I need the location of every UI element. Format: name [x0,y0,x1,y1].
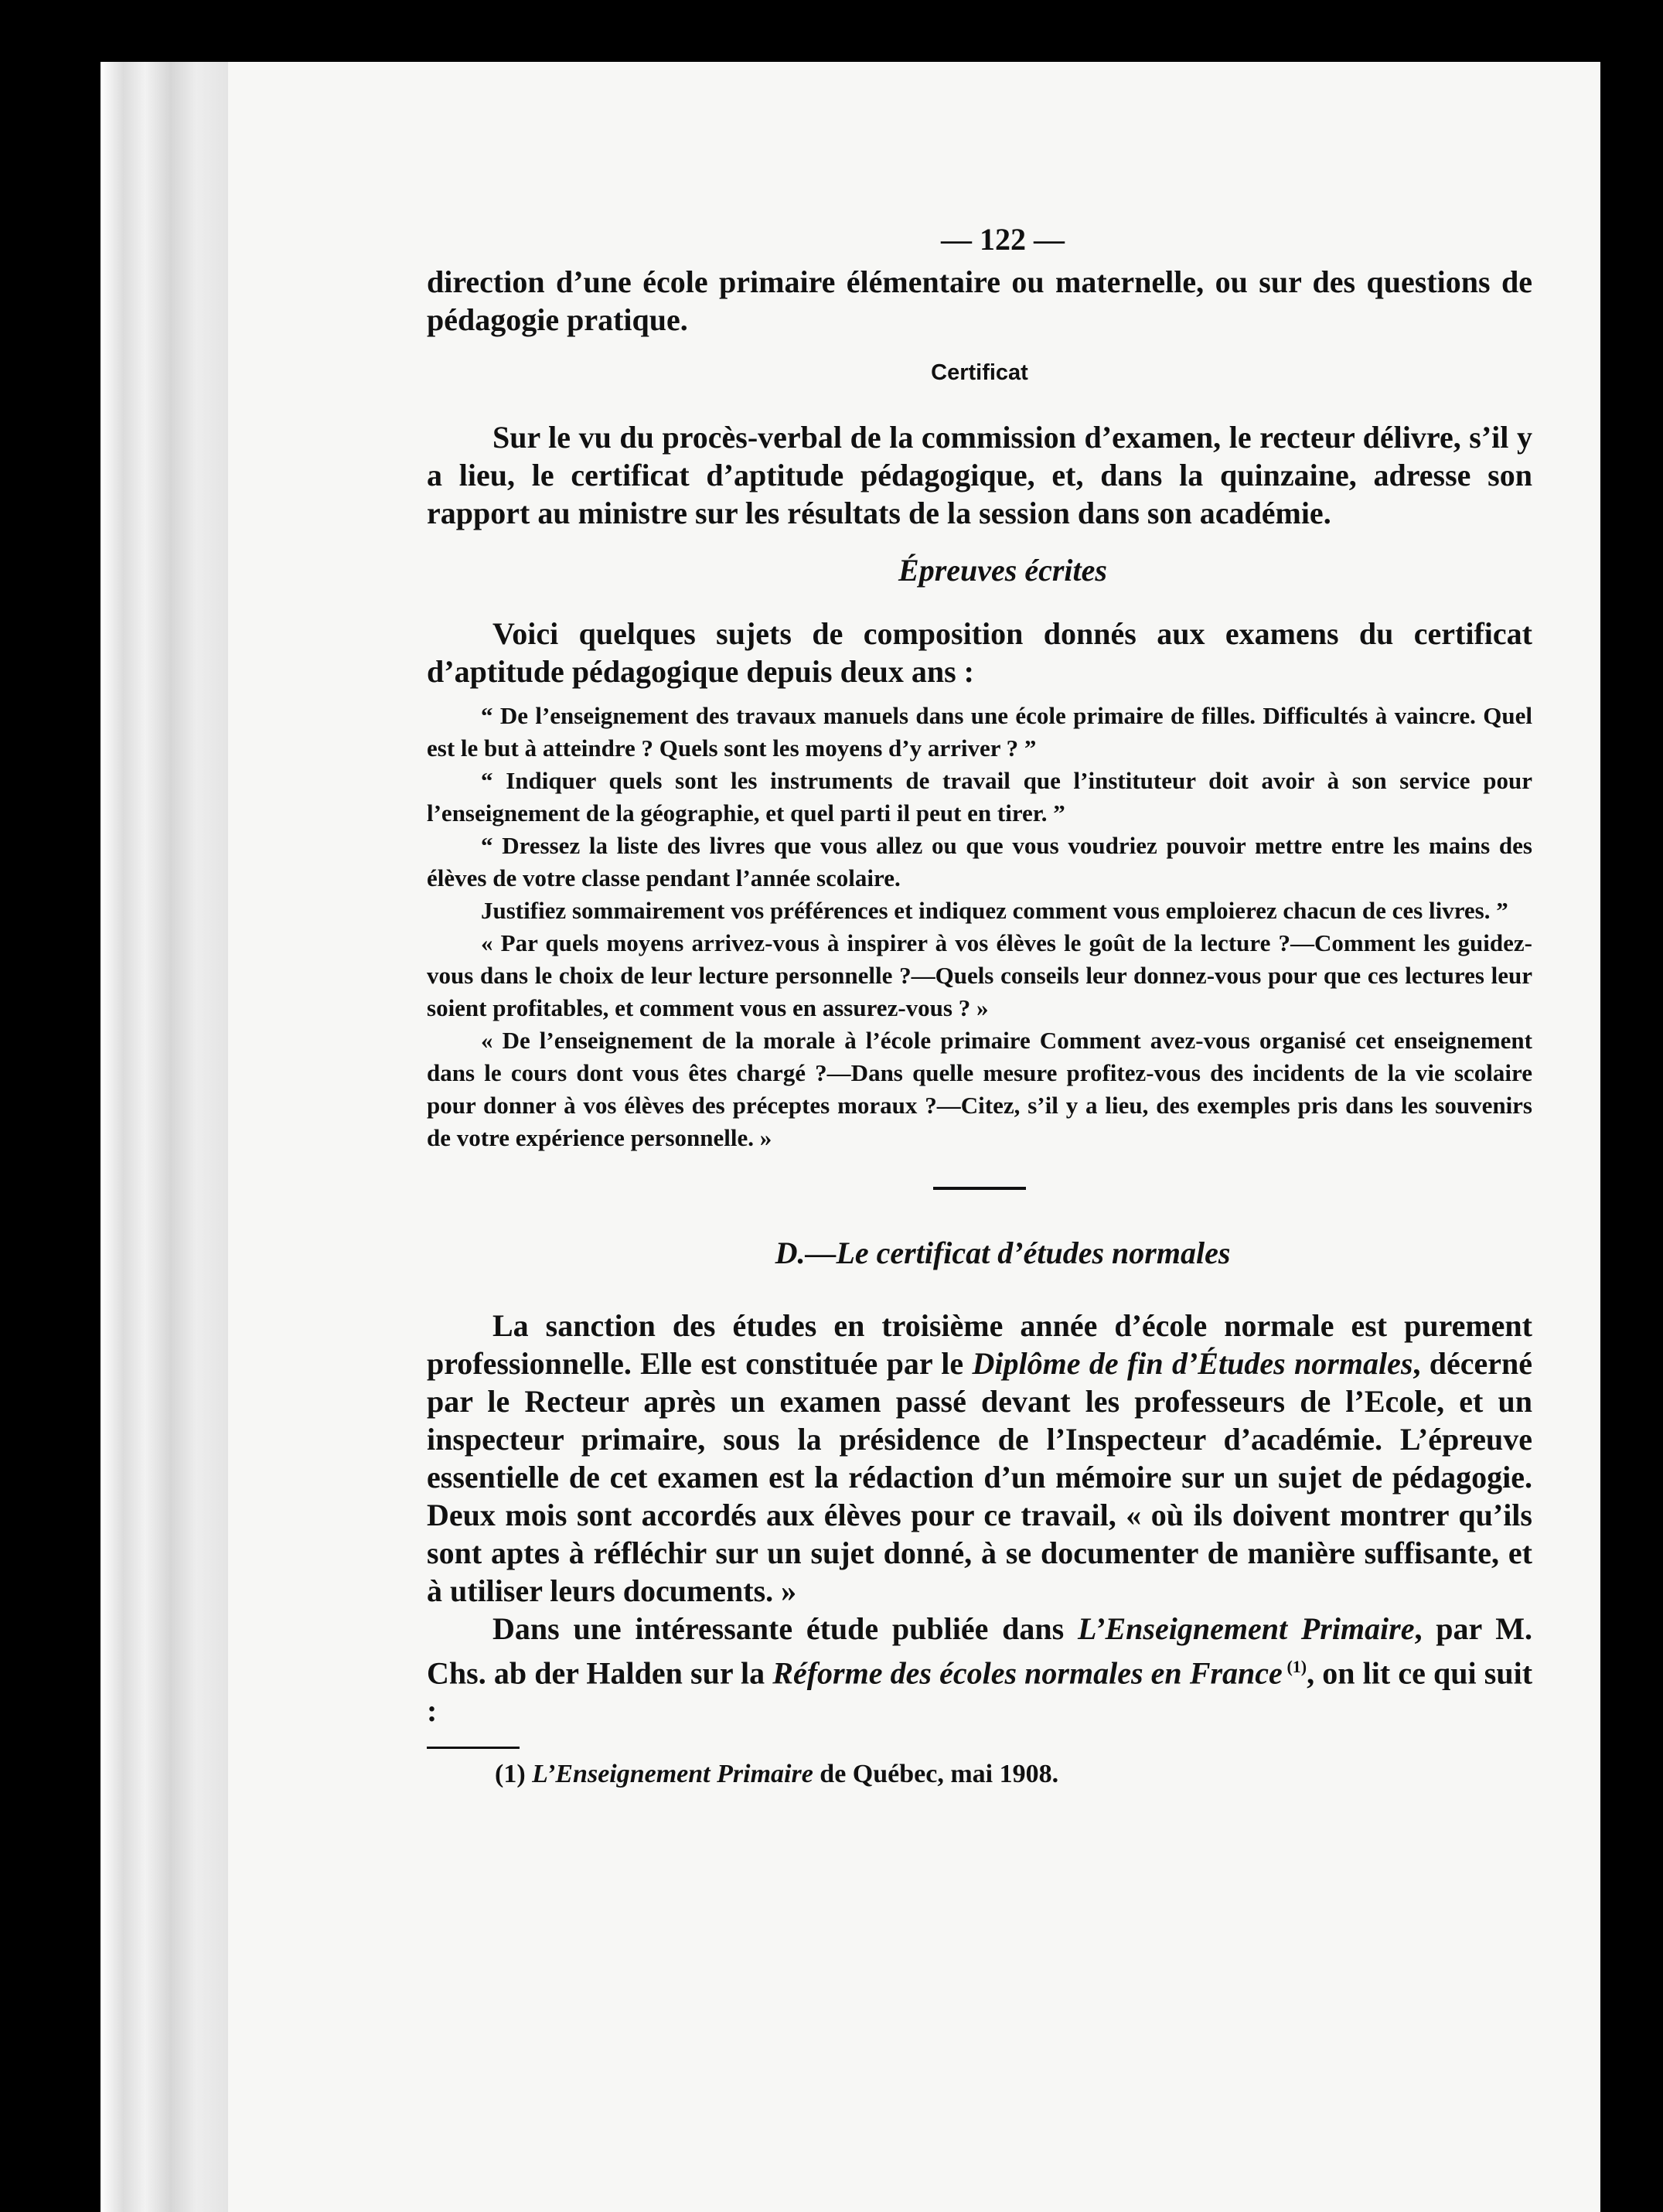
sujet-item: « De l’enseignement de la morale à l’école primaire Comment avez-vous organisé cet enseignement dans le cours dont vous êtes chargé ?—Dans quelle mesure profitez-vous des incidents de la vie scolaire pour donner à vos élèves des préceptes moraux ?—Citez, s’il y a lieu, des exemples pris dans les souvenirs de votre expérience personnelle. » [427,1027,1532,1151]
sujet-item: « Par quels moyens arrivez-vous à inspirer à vos élèves le goût de la lecture ?—Comment les guidez-vous dans le choix de leur lecture personnelle ?—Quels conseils leur donnez-vous pour que ces lectures leur soient profitables, et comment vous en assurez-vous ? » [427,929,1532,1021]
paragraph-certificat: Sur le vu du procès-verbal de la commission d’examen, le recteur délivre, s’il y a lieu, le certificat d’aptitude pédagogique, et, dans la quinzaine, adresse son rapport au ministre sur les résultats de la session dans son académie. [427,420,1532,530]
page-number: — 122 — [941,222,1065,257]
footnote-rule [427,1747,520,1749]
heading-certificat-etudes-normales: D.—Le certificat d’études normales [775,1236,1231,1270]
book-edge [101,62,228,2212]
footnote-marker: (1) [1282,1657,1307,1676]
paragraph-sanction: La sanction des études en troisième année d’école normale est purement professionnelle. Elle est constituée par le Diplôme de fin d’Études normales, décerné par le Recteur après un examen passé devant les professeurs de l’Ecole, et un inspecteur primaire, sous la présidence de l’Inspecteur d’académie. L’épreuve essentielle de cet examen est la rédaction d’un mémoire sur un sujet de pédagogie. Deux mois sont accordés aux élèves pour ce travail, « où ils doivent montrer qu’ils sont aptes à réfléchir sur un sujet donné, à se documenter de manière suffisante, et à utiliser leurs documents. » [427,1308,1533,1608]
paragraph-etude: Dans une intéressante étude publiée dans L’Enseignement Primaire, par M. Chs. ab der Halden sur la Réforme des écoles normales en France $^{(1)}$, on lit ce qui suit : [427,1611,1533,1729]
paragraph-voici: Voici quelques sujets de composition donnés aux examens du certificat d’aptitude pédagogique depuis deux ans : [427,616,1532,689]
sujet-item: Justifiez sommairement vos préférences et indiquez comment vous emploierez chacun de ces livres. ” [481,897,1508,924]
heading-certificat: Certificat [931,360,1028,385]
page-content [427,216,1532,1789]
sujet-item: “ Dressez la liste des livres que vous allez ou que vous voudriez pouvoir mettre entre les mains des élèves de votre classe pendant l’année scolaire. [427,832,1532,891]
sujet-item: “ De l’enseignement des travaux manuels dans une école primaire de filles. Difficultés à vaincre. Quel est le but à atteindre ? Quels sont les moyens d’y arriver ? ” [427,702,1532,762]
footnote: (1) L’Enseignement Primaire de Québec, mai 1908. [495,1760,1059,1789]
sujet-item: “ Indiquer quels sont les instruments de travail que l’instituteur doit avoir à son service pour l’enseignement de la géographie, et quel parti il peut en tirer. ” [427,767,1532,827]
section-divider [933,1187,1026,1190]
opening-paragraph: direction d’une école primaire élémentaire ou maternelle, ou sur des questions de pédagogie pratique. [427,264,1532,337]
heading-epreuves: Épreuves écrites [898,553,1107,588]
